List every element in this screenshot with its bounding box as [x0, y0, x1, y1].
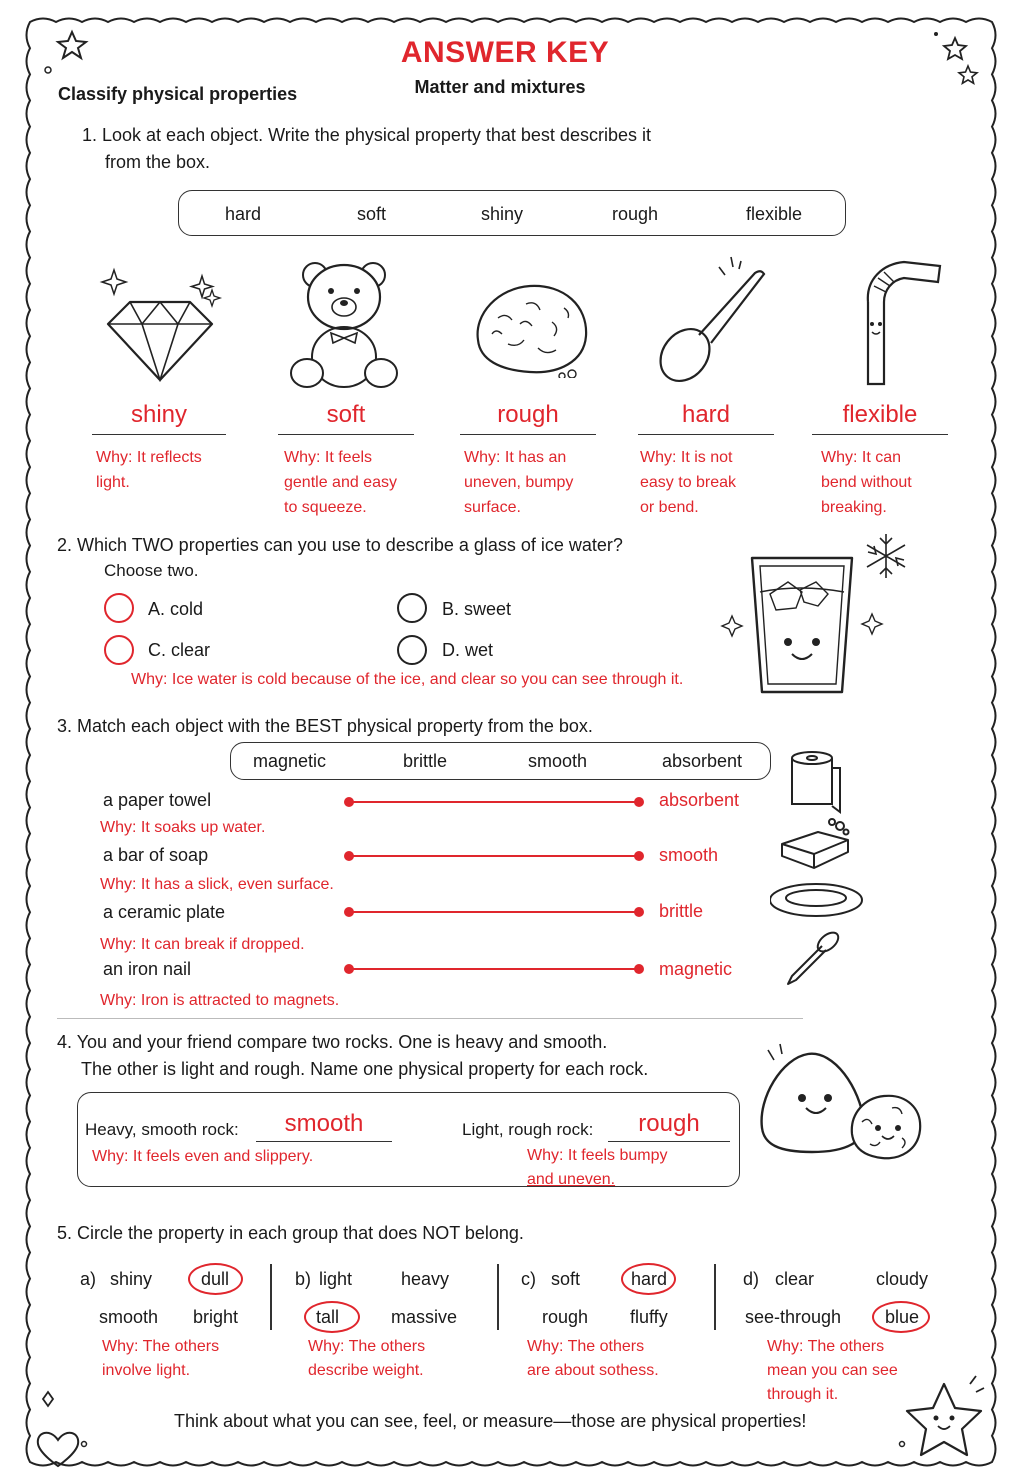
- answer-line: [460, 434, 596, 435]
- q3-object: an iron nail: [103, 959, 192, 979]
- q5-word: shiny: [110, 1269, 153, 1289]
- answer-line: [256, 1141, 392, 1142]
- option-b-label: B. sweet: [442, 599, 512, 619]
- q1-why-rock: Why: It has an uneven, bumpy surface.: [464, 449, 574, 516]
- q3-icons: [770, 748, 870, 993]
- group-separator: [497, 1264, 499, 1330]
- q1-prompt: 1. Look at each object. Write the physical property that best describes it: [82, 125, 651, 145]
- q5-word: see-through: [745, 1307, 842, 1327]
- group-separator: [714, 1264, 716, 1330]
- match-line: [349, 911, 639, 913]
- q5-word-circled: tall: [316, 1307, 340, 1327]
- q3-object: a bar of soap: [103, 845, 209, 865]
- q5-word: smooth: [99, 1307, 159, 1327]
- diamond-icon: [90, 262, 230, 382]
- q1-answer-rock: rough: [497, 401, 559, 428]
- match-line: [349, 968, 639, 970]
- q5-why: Why: The others involve light.: [102, 1338, 220, 1379]
- q2-prompt: 2. Which TWO properties can you use to describe a glass of ice water?: [57, 535, 623, 555]
- ice-water-glass-icon: [720, 530, 920, 700]
- option-a-label: A. cold: [148, 599, 204, 619]
- nail-icon: [788, 929, 842, 984]
- word-bank-item: brittle: [403, 751, 448, 771]
- q5-word: bright: [193, 1307, 239, 1327]
- bendy-straw-icon: [848, 250, 958, 390]
- q5-word: soft: [551, 1269, 581, 1289]
- q1-why-straw: Why: It can bend without breaking.: [821, 449, 912, 516]
- answer-line: [92, 434, 226, 435]
- q3-answer: magnetic: [659, 959, 733, 979]
- q5-word: light: [319, 1269, 353, 1289]
- q5-why: Why: The others describe weight.: [308, 1338, 426, 1379]
- match-dot: [634, 797, 644, 807]
- q5-why: Why: The others mean you can see through it.: [767, 1338, 898, 1403]
- q1-answer-teddy: soft: [326, 401, 366, 428]
- word-bank-item: soft: [357, 204, 387, 224]
- q5-word: rough: [542, 1307, 589, 1327]
- q5-word: fluffy: [630, 1307, 668, 1327]
- q5-prompt: 5. Circle the property in each group that does NOT belong.: [57, 1223, 524, 1243]
- q3-object: a paper towel: [103, 790, 212, 810]
- q5-group-letter: c): [521, 1269, 536, 1289]
- q5-group-letter: d): [743, 1269, 760, 1289]
- option-d-label: D. wet: [442, 640, 494, 660]
- answer-line: [278, 434, 414, 435]
- two-rocks-icon: [752, 1038, 952, 1178]
- word-bank-item: smooth: [528, 751, 588, 771]
- smiling-star-icon: [907, 1376, 984, 1455]
- word-bank-item: magnetic: [253, 751, 327, 771]
- group-separator: [270, 1264, 272, 1330]
- q3-prompt: 3. Match each object with the BEST physical property from the box.: [57, 716, 593, 736]
- q5-word: clear: [775, 1269, 815, 1289]
- q1-why-teddy: Why: It feels gentle and easy to squeeze.: [284, 449, 397, 516]
- word-bank-item: absorbent: [662, 751, 743, 771]
- q3-why: Why: It soaks up water.: [100, 819, 266, 836]
- spoon-icon: [655, 255, 775, 390]
- page-title: ANSWER KEY: [400, 36, 610, 69]
- diamond-spark-icon: [43, 1392, 53, 1406]
- q4-prompt-cont: The other is light and rough. Name one physical property for each rock.: [81, 1059, 649, 1079]
- soap-bar-icon: [782, 819, 849, 868]
- q3-object: a ceramic plate: [103, 902, 226, 922]
- rock-icon: [468, 278, 598, 378]
- word-bank-item: shiny: [481, 204, 524, 224]
- star-icon: [959, 66, 977, 83]
- q4-left-answer: smooth: [284, 1110, 364, 1137]
- q3-answer: smooth: [659, 845, 719, 865]
- q5-word-circled: dull: [201, 1269, 230, 1289]
- paper-towel-icon: [792, 752, 840, 812]
- q4-right-why: Why: It feels bumpy and uneven.: [527, 1147, 668, 1188]
- q3-answer: absorbent: [659, 790, 740, 810]
- match-dot: [634, 851, 644, 861]
- q1-why-spoon: Why: It is not easy to break or bend.: [640, 449, 737, 516]
- topic-label: Matter and mixtures: [414, 77, 586, 97]
- q4-left-why: Why: It feels even and slippery.: [92, 1148, 314, 1165]
- footer-tip: Think about what you can see, feel, or measure—those are physical properties!: [174, 1411, 807, 1431]
- star-icon: [944, 38, 966, 59]
- q1-why-diamond: Why: It reflects light.: [96, 449, 202, 491]
- match-dot: [634, 907, 644, 917]
- plate-icon: [770, 884, 862, 916]
- section-divider: [57, 1018, 803, 1019]
- q1-answer-straw: flexible: [842, 401, 918, 428]
- q5-group-letter: b): [295, 1269, 312, 1289]
- q5-word: cloudy: [876, 1269, 929, 1289]
- q2-why: Why: Ice water is cold because of the ice, and clear so you can see through it.: [131, 671, 684, 688]
- q5-group-letter: a): [80, 1269, 97, 1289]
- q4-left-label: Heavy, smooth rock:: [85, 1120, 239, 1139]
- match-line: [349, 855, 639, 857]
- heart-icon: [38, 1433, 78, 1466]
- option-a-circle[interactable]: [104, 593, 134, 623]
- q5-word-circled: hard: [631, 1269, 668, 1289]
- q1-prompt-cont: from the box.: [105, 152, 211, 172]
- q5-word-circled: blue: [885, 1307, 920, 1327]
- q5-word: massive: [391, 1307, 458, 1327]
- option-d-circle[interactable]: [397, 635, 427, 665]
- option-c-circle[interactable]: [104, 635, 134, 665]
- q3-why: Why: Iron is attracted to magnets.: [100, 992, 340, 1009]
- word-bank-item: rough: [612, 204, 659, 224]
- q1-answer-spoon: hard: [681, 401, 731, 428]
- match-line: [349, 801, 639, 803]
- answer-line: [608, 1141, 730, 1142]
- worksheet-subtitle: Classify physical properties: [58, 84, 298, 104]
- snowflake-icon: [867, 534, 905, 578]
- q1-answer-diamond: shiny: [130, 401, 188, 428]
- option-b-circle[interactable]: [397, 593, 427, 623]
- q3-answer: brittle: [659, 901, 704, 921]
- word-bank-item: flexible: [746, 204, 803, 224]
- answer-line: [812, 434, 948, 435]
- star-icon: [58, 32, 86, 58]
- q3-why: Why: It can break if dropped.: [100, 936, 305, 953]
- q4-right-answer: rough: [638, 1110, 700, 1137]
- match-dot: [634, 964, 644, 974]
- q5-why: Why: The others are about sothess.: [527, 1338, 659, 1379]
- q3-why: Why: It has a slick, even surface.: [100, 876, 334, 893]
- option-c-label: C. clear: [148, 640, 211, 660]
- q5-word: heavy: [401, 1269, 450, 1289]
- teddy-bear-icon: [285, 255, 405, 395]
- q4-prompt: 4. You and your friend compare two rocks. One is heavy and smooth.: [57, 1032, 608, 1052]
- word-bank-item: hard: [225, 204, 262, 224]
- q2-sub: Choose two.: [104, 561, 199, 580]
- answer-line: [638, 434, 774, 435]
- q4-right-label: Light, rough rock:: [462, 1120, 594, 1139]
